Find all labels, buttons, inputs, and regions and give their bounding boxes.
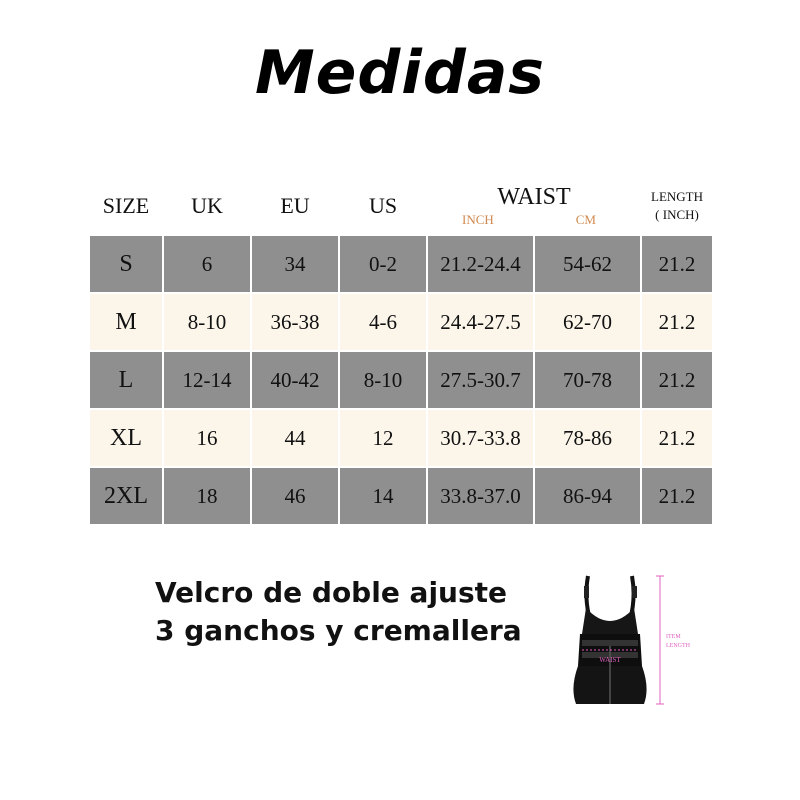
header-us: US xyxy=(339,177,427,235)
header-uk: UK xyxy=(163,177,251,235)
cell-inch: 24.4-27.5 xyxy=(427,293,534,351)
cell-uk: 18 xyxy=(163,467,251,525)
cell-inch: 33.8-37.0 xyxy=(427,467,534,525)
cell-size: M xyxy=(89,293,163,351)
cell-cm: 86-94 xyxy=(534,467,641,525)
cell-eu: 46 xyxy=(251,467,339,525)
cell-uk: 6 xyxy=(163,235,251,293)
cell-us: 8-10 xyxy=(339,351,427,409)
header-length-line2: ( INCH) xyxy=(655,207,699,222)
feature-hooks-zipper: 3 ganchos y cremallera xyxy=(155,614,522,647)
feature-velcro: Velcro de doble ajuste xyxy=(155,576,508,609)
cell-inch: 30.7-33.8 xyxy=(427,409,534,467)
image-item-label: ITEM xyxy=(666,634,681,640)
cell-size: L xyxy=(89,351,163,409)
cell-eu: 34 xyxy=(251,235,339,293)
header-length-line1: LENGTH xyxy=(651,189,703,204)
cell-size: XL xyxy=(89,409,163,467)
header-length xyxy=(641,177,713,235)
cell-inch: 27.5-30.7 xyxy=(427,351,534,409)
table-row xyxy=(89,409,713,467)
header-waist-cm: CM xyxy=(575,212,596,227)
table-row xyxy=(89,235,713,293)
cell-eu: 36-38 xyxy=(251,293,339,351)
table-row xyxy=(89,293,713,351)
cell-eu: 44 xyxy=(251,409,339,467)
cell-us: 12 xyxy=(339,409,427,467)
header-waist-inch: INCH xyxy=(462,212,494,227)
cell-cm: 70-78 xyxy=(534,351,641,409)
header-waist xyxy=(427,177,641,235)
table-header-row xyxy=(89,177,713,235)
cell-uk: 16 xyxy=(163,409,251,467)
cell-uk: 12-14 xyxy=(163,351,251,409)
waist-trainer-image xyxy=(560,568,710,718)
cell-size: S xyxy=(89,235,163,293)
cell-us: 4-6 xyxy=(339,293,427,351)
cell-length: 21.2 xyxy=(641,409,713,467)
cell-cm: 54-62 xyxy=(534,235,641,293)
cell-length: 21.2 xyxy=(641,235,713,293)
cell-uk: 8-10 xyxy=(163,293,251,351)
cell-inch: 21.2-24.4 xyxy=(427,235,534,293)
cell-us: 14 xyxy=(339,467,427,525)
cell-length: 21.2 xyxy=(641,351,713,409)
table-row xyxy=(89,467,713,525)
image-length-label: LENGTH xyxy=(666,643,690,649)
cell-length: 21.2 xyxy=(641,467,713,525)
table-row xyxy=(89,351,713,409)
size-table xyxy=(88,176,714,526)
cell-length: 21.2 xyxy=(641,293,713,351)
cell-cm: 78-86 xyxy=(534,409,641,467)
cell-size: 2XL xyxy=(89,467,163,525)
header-size: SIZE xyxy=(89,177,163,235)
page-title: Medidas xyxy=(254,38,546,108)
header-eu: EU xyxy=(251,177,339,235)
cell-eu: 40-42 xyxy=(251,351,339,409)
image-waist-label: WAIST xyxy=(599,656,621,664)
cell-cm: 62-70 xyxy=(534,293,641,351)
cell-us: 0-2 xyxy=(339,235,427,293)
header-waist-label: WAIST xyxy=(497,184,571,210)
